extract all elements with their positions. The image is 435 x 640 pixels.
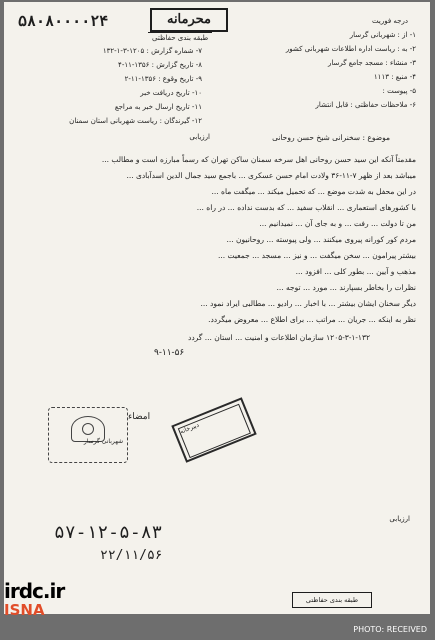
field-attachment: ۵- پیوست : <box>382 87 416 95</box>
field-event-date: ۹- تاریخ وقوع : ۱۳۵۶-۱۱-۲ <box>124 75 202 83</box>
body-line: با کشورهای استعماری ... انقلاب سفید ... که بدست نداده ... در راه ... <box>196 203 416 212</box>
field-report-date: ۸- تاریخ گزارش : ۱۳۵۶-۱۱-۴ <box>118 61 202 69</box>
body-line: در این محفل به شدت موضع ... که تحمیل میکند ... میگفت ماه ... <box>211 187 416 196</box>
official-seal <box>48 407 128 463</box>
priority-label: درجه فوریت <box>372 17 408 25</box>
photo-credit: PHOTO: RECEIVED <box>353 625 427 634</box>
classification-stamp: محرمانه <box>150 8 228 32</box>
footer-file-number: ۵۷-۱۲-۵-۸۳ <box>54 522 163 543</box>
body-line: نظر به اینکه ... جریان ... مراتب ... برای اطلاع ... معروض میگردد. <box>208 315 416 324</box>
body-line: دیگر سخنان ایشان بیشتر ... با اخبار ... رادیو ... مطالبی ایراد نمود ... <box>200 299 416 308</box>
field-origin: ۳- منشاء : مسجد جامع گرسار <box>327 59 416 67</box>
reference-line: ۱۲۰۵-۳-۱-۱۳۲ سازمان اطلاعات و امنیت ... استان ... گردد <box>187 333 370 342</box>
classification-sub-label: طبقه بندی حفاظتی <box>148 32 212 43</box>
received-stamp-text: دبیرخانه <box>178 404 251 458</box>
logo-line1: irdc.ir <box>4 579 65 603</box>
irdc-isna-logo <box>4 579 64 617</box>
document-sheet <box>4 2 430 614</box>
subject-line: موضوع : سخنرانی شیخ حسن روحانی <box>272 133 390 142</box>
evaluation-label: ارزیابی <box>189 133 210 141</box>
seal-label: شهربانی گرسار <box>83 438 123 445</box>
received-stamp <box>171 397 256 463</box>
field-report-number: ۷- شماره گزارش : ۱۲۰۵-۳-۱-۱۳۲ <box>102 47 202 55</box>
body-line: نظرات را بخاطر بسپارند ... مورد ... توجه ... <box>276 283 416 292</box>
field-sent-date: ۱۱- تاریخ ارسال خبر به مراجع <box>114 103 202 111</box>
body-line: من تا دولت ... رفت ... و به جای آن ... نمیدانیم ... <box>259 219 416 228</box>
body-line: مردم کور کورانه پیروی میکنند ... ولی پیوسته ... روحانیون ... <box>226 235 416 244</box>
body-line: بیشتر پیرامون ... سخن میگفت ... و نیز ... مسجد ... جمعیت ... <box>217 251 416 260</box>
bottom-classification-stamp: طبقه بندی حفاظتی <box>292 592 372 608</box>
body-line: مذهب و آیین ... بطور کلی ... افزود ... <box>295 267 416 276</box>
document-number: ۵۸۰۸۰۰۰۰۲۴ <box>18 12 109 30</box>
evaluation-footer-label: ارزیابی <box>389 515 410 523</box>
field-received-date: ۱۰- تاریخ دریافت خبر <box>140 89 202 97</box>
signature: امضاء <box>128 412 151 422</box>
body-line: مقدمتاً آنکه این سید حسن روحانی اهل سرخه سمنان ساکن تهران که رسماً مبارزه است و مطالب ... <box>101 155 416 164</box>
margin-date-note: ۹-۱۱-۵۶ <box>154 348 185 358</box>
logo-line2: ISNA <box>4 601 45 619</box>
field-security-notes: ۶- ملاحظات حفاظتی : قابل انتشار <box>315 101 416 109</box>
field-recipients: ۱۲- گیرندگان : ریاست شهربانی استان سمنان <box>69 117 202 125</box>
body-line: میباشد بعد از ظهر ۷-۱۱-۳۶ ولادت امام حسن عسکری ... باجمع سید جمال الدین اسدآبادی ... <box>126 171 416 180</box>
footer-date: ۲۲/۱۱/۵۶ <box>100 548 163 563</box>
field-from: ۱- از : شهربانی گرسار <box>349 31 416 39</box>
field-to: ۲- به : ریاست اداره اطلاعات شهربانی کشور <box>285 45 416 53</box>
field-source: ۴- منبع : ۱۱۱۳ <box>373 73 416 81</box>
